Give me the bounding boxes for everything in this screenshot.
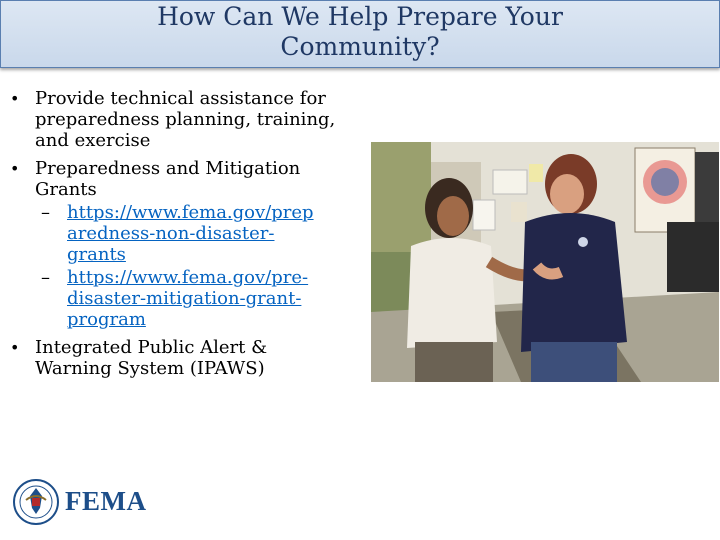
fema-wordmark: FEMA: [65, 486, 147, 516]
bullet-text: • Provide technical assistance for: [35, 88, 326, 109]
sub-item-mitigation-grant: [8, 267, 353, 330]
slide-title-line-2: Community?: [280, 32, 440, 61]
dhs-seal-icon: [12, 478, 60, 526]
bullet-text: Warning System (IPAWS): [35, 358, 265, 379]
bullet-text: Grants: [35, 179, 97, 200]
bullet-text: • Integrated Public Alert &: [35, 337, 268, 358]
bullet-grants: [8, 158, 353, 200]
bullet-ipaws: [8, 337, 353, 379]
bullet-technical-assistance: [8, 88, 353, 151]
link-mitigation-grant[interactable]: https://www.fema.gov/pre- disaster-mitigation-grant- program: [67, 267, 309, 330]
sub-dash: –: [41, 202, 50, 223]
bullet-text: and exercise: [35, 130, 151, 151]
slide-title-bar: [0, 0, 720, 68]
community-photo: [371, 142, 719, 382]
bullet-text: preparedness planning, training,: [35, 109, 336, 130]
bullet-text: • Preparedness and Mitigation: [35, 158, 301, 179]
bullet-list: [8, 88, 353, 386]
sub-item-preparedness-grants: [8, 202, 353, 265]
sub-dash: –: [41, 267, 50, 288]
slide-title-line-1: How Can We Help Prepare Your: [157, 2, 563, 31]
link-preparedness-grants[interactable]: https://www.fema.gov/prep aredness-non-disaster- grants: [67, 202, 314, 265]
